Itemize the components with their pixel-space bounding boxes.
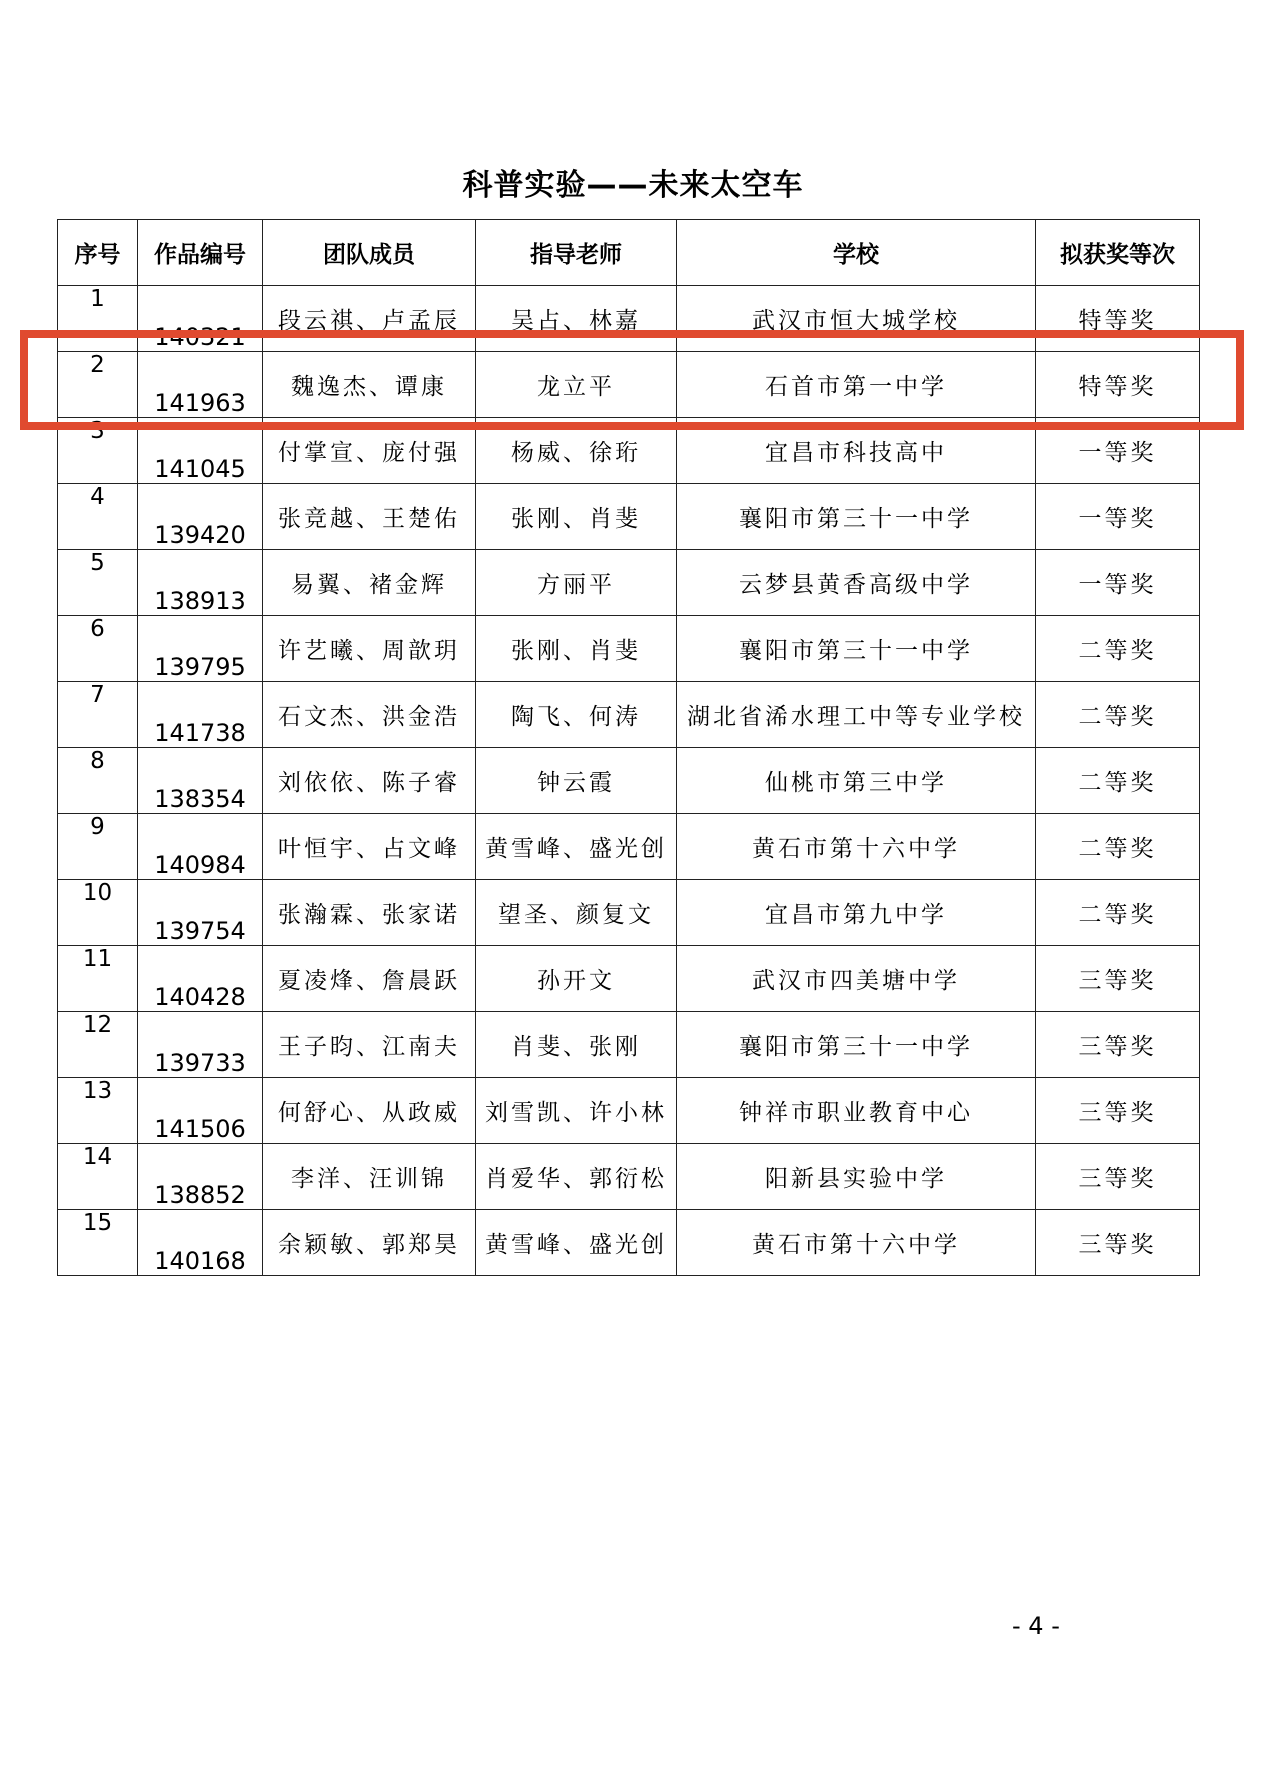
cell-school: 湖北省浠水理工中等专业学校 <box>677 682 1036 748</box>
cell-code: 139733 <box>138 1012 263 1078</box>
cell-award: 特等奖 <box>1036 286 1200 352</box>
cell-code: 140428 <box>138 946 263 1012</box>
cell-seq: 8 <box>58 748 138 814</box>
cell-code: 141738 <box>138 682 263 748</box>
page-title: 科普实验——未来太空车 <box>462 168 804 203</box>
cell-advisor: 肖爱华、郭衍松 <box>476 1144 677 1210</box>
cell-members: 段云祺、卢孟辰 <box>263 286 476 352</box>
cell-award: 二等奖 <box>1036 814 1200 880</box>
page-number: - 4 - <box>1012 1612 1060 1640</box>
cell-seq: 3 <box>58 418 138 484</box>
table-row <box>58 1210 1200 1276</box>
header-school: 学校 <box>677 220 1036 286</box>
cell-school: 襄阳市第三十一中学 <box>677 1012 1036 1078</box>
cell-seq: 6 <box>58 616 138 682</box>
table-row <box>58 946 1200 1012</box>
cell-advisor: 龙立平 <box>476 352 677 418</box>
cell-code: 138354 <box>138 748 263 814</box>
cell-seq: 4 <box>58 484 138 550</box>
cell-seq: 15 <box>58 1210 138 1276</box>
cell-seq: 9 <box>58 814 138 880</box>
cell-members: 魏逸杰、谭康 <box>263 352 476 418</box>
cell-advisor: 方丽平 <box>476 550 677 616</box>
cell-seq: 13 <box>58 1078 138 1144</box>
cell-award: 三等奖 <box>1036 1144 1200 1210</box>
cell-code: 140984 <box>138 814 263 880</box>
cell-code: 138913 <box>138 550 263 616</box>
cell-code: 139754 <box>138 880 263 946</box>
cell-members: 刘依依、陈子睿 <box>263 748 476 814</box>
cell-school: 宜昌市科技高中 <box>677 418 1036 484</box>
cell-seq: 12 <box>58 1012 138 1078</box>
cell-school: 襄阳市第三十一中学 <box>677 484 1036 550</box>
cell-members: 石文杰、洪金浩 <box>263 682 476 748</box>
highlight-box <box>20 330 1244 430</box>
cell-advisor: 钟云霞 <box>476 748 677 814</box>
cell-code: 140168 <box>138 1210 263 1276</box>
header-seq: 序号 <box>58 220 138 286</box>
cell-members: 叶恒宇、占文峰 <box>263 814 476 880</box>
cell-award: 二等奖 <box>1036 682 1200 748</box>
cell-award: 三等奖 <box>1036 1210 1200 1276</box>
cell-school: 云梦县黄香高级中学 <box>677 550 1036 616</box>
cell-seq: 7 <box>58 682 138 748</box>
cell-members: 王子昀、江南夫 <box>263 1012 476 1078</box>
cell-code: 141506 <box>138 1078 263 1144</box>
cell-members: 余颖敏、郭郑昊 <box>263 1210 476 1276</box>
cell-school: 武汉市恒大城学校 <box>677 286 1036 352</box>
cell-code: 138852 <box>138 1144 263 1210</box>
cell-members: 张竞越、王楚佑 <box>263 484 476 550</box>
table-row <box>58 550 1200 616</box>
cell-advisor: 肖斐、张刚 <box>476 1012 677 1078</box>
cell-award: 二等奖 <box>1036 616 1200 682</box>
cell-advisor: 刘雪凯、许小林 <box>476 1078 677 1144</box>
cell-award: 三等奖 <box>1036 1078 1200 1144</box>
cell-school: 阳新县实验中学 <box>677 1144 1036 1210</box>
table-row <box>58 1078 1200 1144</box>
cell-seq: 1 <box>58 286 138 352</box>
cell-award: 一等奖 <box>1036 418 1200 484</box>
cell-advisor: 张刚、肖斐 <box>476 484 677 550</box>
cell-code: 139795 <box>138 616 263 682</box>
table-row <box>58 880 1200 946</box>
table-row <box>58 682 1200 748</box>
table-header-row <box>58 220 1200 286</box>
cell-school: 武汉市四美塘中学 <box>677 946 1036 1012</box>
header-advisor: 指导老师 <box>476 220 677 286</box>
table-row <box>58 814 1200 880</box>
cell-advisor: 孙开文 <box>476 946 677 1012</box>
cell-award: 二等奖 <box>1036 880 1200 946</box>
cell-award: 二等奖 <box>1036 748 1200 814</box>
cell-award: 三等奖 <box>1036 1012 1200 1078</box>
cell-members: 付掌宣、庞付强 <box>263 418 476 484</box>
cell-school: 仙桃市第三中学 <box>677 748 1036 814</box>
table-row <box>58 484 1200 550</box>
cell-members: 许艺曦、周歆玥 <box>263 616 476 682</box>
cell-code: 139420 <box>138 484 263 550</box>
cell-school: 黄石市第十六中学 <box>677 814 1036 880</box>
header-award: 拟获奖等次 <box>1036 220 1200 286</box>
cell-advisor: 陶飞、何涛 <box>476 682 677 748</box>
cell-members: 李洋、汪训锦 <box>263 1144 476 1210</box>
table-row <box>58 616 1200 682</box>
cell-school: 黄石市第十六中学 <box>677 1210 1036 1276</box>
table-row <box>58 748 1200 814</box>
cell-seq: 2 <box>58 352 138 418</box>
table-row <box>58 1012 1200 1078</box>
table-row <box>58 1144 1200 1210</box>
cell-members: 何舒心、从政威 <box>263 1078 476 1144</box>
cell-code: 141963 <box>138 352 263 418</box>
cell-school: 宜昌市第九中学 <box>677 880 1036 946</box>
cell-school: 石首市第一中学 <box>677 352 1036 418</box>
cell-advisor: 黄雪峰、盛光创 <box>476 1210 677 1276</box>
cell-code: 141045 <box>138 418 263 484</box>
cell-members: 易翼、褚金辉 <box>263 550 476 616</box>
header-members: 团队成员 <box>263 220 476 286</box>
cell-members: 张瀚霖、张家诺 <box>263 880 476 946</box>
cell-award: 一等奖 <box>1036 550 1200 616</box>
cell-award: 一等奖 <box>1036 484 1200 550</box>
cell-advisor: 杨威、徐珩 <box>476 418 677 484</box>
cell-school: 襄阳市第三十一中学 <box>677 616 1036 682</box>
cell-advisor: 望圣、颜复文 <box>476 880 677 946</box>
cell-seq: 5 <box>58 550 138 616</box>
cell-advisor: 吴占、林嘉 <box>476 286 677 352</box>
cell-award: 特等奖 <box>1036 352 1200 418</box>
header-code: 作品编号 <box>138 220 263 286</box>
cell-award: 三等奖 <box>1036 946 1200 1012</box>
cell-code: 140321 <box>138 286 263 352</box>
cell-seq: 10 <box>58 880 138 946</box>
cell-seq: 11 <box>58 946 138 1012</box>
cell-advisor: 黄雪峰、盛光创 <box>476 814 677 880</box>
cell-school: 钟祥市职业教育中心 <box>677 1078 1036 1144</box>
cell-seq: 14 <box>58 1144 138 1210</box>
cell-members: 夏凌烽、詹晨跃 <box>263 946 476 1012</box>
cell-advisor: 张刚、肖斐 <box>476 616 677 682</box>
